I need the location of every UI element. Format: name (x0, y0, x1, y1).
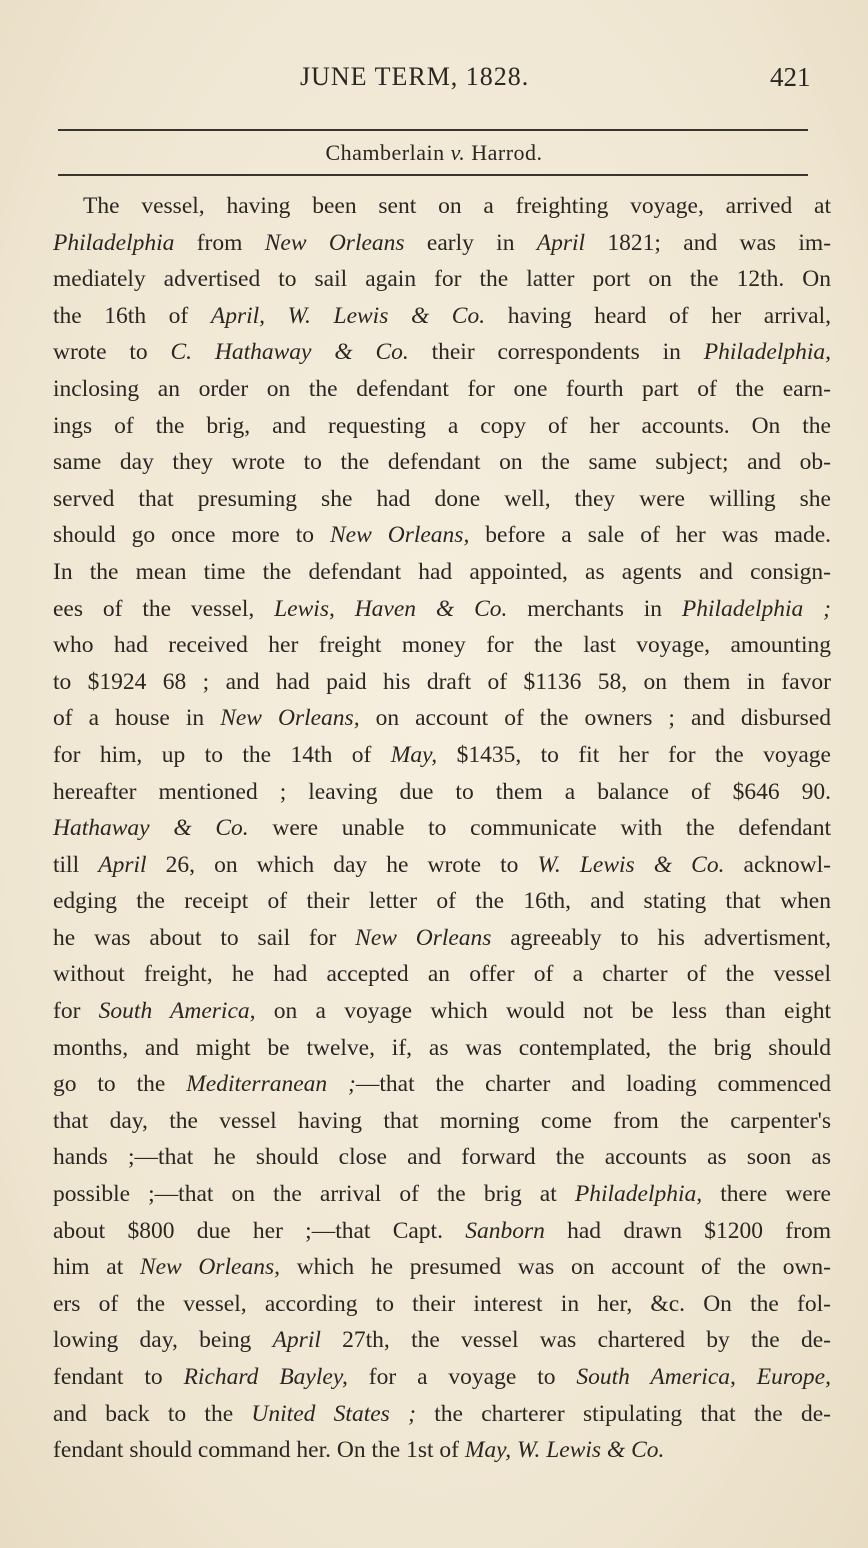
text-line (53, 481, 831, 518)
text-run: that day, the vessel having that morning come from the carpenter's (53, 1107, 831, 1134)
text-run: acknowl- (724, 851, 831, 878)
text-run: edging the receipt of their letter of the 16th, and stating that when (53, 888, 831, 915)
text-run: wrote to (53, 339, 171, 366)
text-run: go to the (53, 1071, 187, 1098)
italic-text: South America, Europe, (576, 1364, 831, 1390)
italic-text: New Orleans (355, 924, 492, 951)
text-line (53, 261, 831, 298)
text-run: inclosing an order on the defendant for one fourth part of the earn- (53, 375, 831, 402)
italic-text: Mediterranean ; (186, 1071, 356, 1098)
text-line (53, 444, 831, 481)
text-run: ings of the brig, and requesting a copy of her accounts. On the (53, 412, 831, 439)
text-line (53, 737, 831, 774)
text-run: —that the charter and loading commenced (355, 1071, 831, 1098)
italic-text: New Orleans (264, 229, 405, 256)
italic-text: New Orleans, (329, 522, 470, 549)
italic-text: South America, (98, 998, 256, 1025)
italic-text: Philadelphia, (703, 339, 832, 366)
text-run: the 16th of (53, 302, 211, 329)
text-line (53, 883, 831, 920)
text-run: and back to the (53, 1400, 252, 1427)
text-run: before a sale of her was made. (469, 522, 832, 549)
italic-text: New Orleans, (139, 1254, 280, 1281)
term-heading: JUNE TERM, 1828. (300, 62, 530, 91)
italic-text: May, (390, 741, 438, 768)
text-line (53, 774, 831, 811)
text-line (53, 810, 831, 847)
italic-text: April (536, 229, 586, 256)
text-line (53, 993, 831, 1030)
text-line (53, 188, 831, 225)
italic-text: Philadelphia ; (681, 595, 831, 622)
text-run: from (174, 229, 265, 256)
text-run: same day they wrote to the defendant on the same subject; and ob- (53, 449, 831, 476)
text-line (53, 700, 831, 737)
body-paragraph (53, 188, 831, 1469)
text-run: the charterer stipulating that the de- (415, 1400, 831, 1427)
text-run: for a voyage to (347, 1364, 577, 1390)
text-line (53, 554, 831, 591)
text-run: about $800 due her ;—that Capt. (53, 1217, 466, 1244)
text-line (53, 1103, 831, 1140)
text-run: served that presuming she had done well, they were willing she (53, 485, 831, 512)
text-run: should go once more to (53, 522, 330, 549)
text-line (53, 1432, 831, 1469)
text-run: 1821; and was im- (585, 229, 832, 256)
text-run: mediately advertised to sail again for the latter port on the 12th. On (53, 266, 831, 293)
italic-text: April (272, 1327, 321, 1354)
italic-text: New Orleans, (220, 705, 360, 732)
text-run: 27th, the vessel was chartered by the de- (320, 1327, 831, 1354)
text-line (53, 1176, 831, 1213)
italic-text: May, W. Lewis & Co. (464, 1437, 665, 1464)
text-run: ers of the vessel, according to their interest in her, &c. On the fol- (53, 1290, 831, 1317)
text-run: to $1924 68 ; and had paid his draft of $1136 58, on them in favor (53, 668, 831, 695)
text-line (53, 334, 831, 371)
italic-text: W. Lewis & Co. (537, 851, 725, 878)
text-run: their correspondents in (408, 339, 704, 366)
text-line (53, 627, 831, 664)
text-run: fendant should command her. On the 1st of (53, 1437, 465, 1464)
text-run: possible ;—that on the arrival of the brig at (53, 1181, 575, 1208)
italic-text: C. Hathaway & Co. (170, 339, 409, 366)
case-versus: v. (450, 140, 466, 165)
italic-text: Sanborn (465, 1217, 545, 1244)
text-line (53, 1066, 831, 1103)
text-run: he was about to sail for (53, 924, 356, 951)
text-run: In the mean time the defendant had appointed, as agents and consign- (53, 558, 831, 585)
text-line (53, 408, 831, 445)
text-run: him at (53, 1254, 140, 1281)
text-run: early in (404, 229, 537, 256)
text-run: which he presumed was on account of the own- (280, 1254, 831, 1281)
italic-text: Hathaway & Co. (53, 815, 249, 842)
text-line (53, 956, 831, 993)
text-line (53, 1030, 831, 1067)
text-run: agreeably to his advertisment, (491, 924, 831, 951)
text-run: fendant to (53, 1364, 184, 1390)
text-line (53, 1213, 831, 1250)
text-run: of a house in (53, 705, 221, 732)
italic-text: April (98, 851, 147, 878)
text-run: hands ;—that he should close and forward the accounts as soon as (53, 1144, 831, 1171)
text-line (53, 225, 831, 262)
text-run: for (53, 998, 99, 1025)
italic-text: United States ; (251, 1400, 416, 1427)
case-defendant: Harrod. (471, 140, 543, 165)
text-run: having heard of her arrival, (485, 302, 831, 329)
italic-text: Richard Bayley, (183, 1364, 348, 1390)
text-run: had drawn $1200 from (544, 1217, 831, 1244)
text-run: there were (702, 1181, 831, 1208)
text-run: till (53, 851, 99, 878)
text-line (53, 591, 831, 628)
italic-text: Philadelphia, (574, 1181, 703, 1208)
text-run: merchants in (507, 595, 682, 622)
text-run: hereafter mentioned ; leaving due to them a balance of $646 90. (53, 778, 831, 805)
text-line (53, 517, 831, 554)
header-rule-bottom (58, 174, 808, 176)
text-line (53, 1286, 831, 1323)
text-run: for him, up to the 14th of (53, 741, 391, 768)
text-line (53, 920, 831, 957)
case-title (0, 140, 868, 166)
text-run: on account of the owners ; and disbursed (359, 705, 832, 732)
text-run: The vessel, having been sent on a freighting voyage, arrived at (83, 193, 831, 219)
italic-text: Lewis, Haven & Co. (274, 595, 508, 622)
text-run: were unable to communicate with the defendant (248, 815, 831, 842)
text-run: on a voyage which would not be less than eight (255, 998, 832, 1025)
text-line (53, 1139, 831, 1176)
text-line (53, 371, 831, 408)
case-plaintiff: Chamberlain (325, 140, 445, 165)
text-line (53, 1322, 831, 1359)
text-line (53, 847, 831, 884)
text-run: ees of the vessel, (53, 595, 275, 622)
text-line (53, 1396, 831, 1433)
text-line (53, 298, 831, 335)
text-run: months, and might be twelve, if, as was contemplated, the brig should (53, 1034, 831, 1061)
text-run: without freight, he had accepted an offer of a charter of the vessel (53, 961, 831, 988)
running-head (0, 62, 868, 102)
text-line (53, 1359, 831, 1396)
text-run: who had received her freight money for the last voyage, amounting (53, 632, 831, 659)
text-run: 26, on which day he wrote to (146, 851, 538, 878)
page-number: 421 (770, 62, 811, 92)
text-run: $1435, to fit her for the voyage (437, 741, 831, 768)
text-line (53, 664, 831, 701)
italic-text: Philadelphia (53, 229, 175, 256)
text-line (53, 1249, 831, 1286)
text-run: lowing day, being (53, 1327, 273, 1354)
italic-text: April, W. Lewis & Co. (210, 302, 486, 329)
header-rule-top (58, 129, 808, 131)
